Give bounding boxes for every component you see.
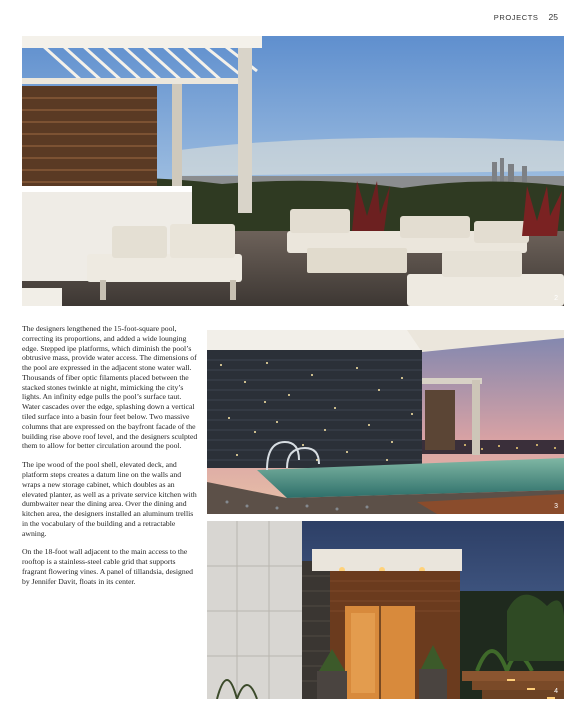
section-title: PROJECTS [493,13,539,22]
paragraph: The ipe wood of the pool shell, elevated deck, and platform steps creates a datum line on the walls and wraps a new storage cabinet, which doubles as an elevated planter, as well as a private service kitchen with dumbwaiter near the dining area. Over the dining and kitchen area, the designers installed an aluminum trellis in the vocabulary of the building and a retractable awning. [22,460,197,538]
article-body [22,324,198,596]
paragraph: On the 18-foot wall adjacent to the main access to the rooftop is a stainless-steel cable grid that supports fragrant flowering vines. A panel of tillandsia, designed by Jennifer Davit, floats in its center. [22,547,194,586]
photo-rooftop-lounge [22,36,564,306]
photo-number: 3 [554,503,558,510]
pool-wall-image [207,330,564,514]
rooftop-lounge-image [22,36,564,306]
rooftop-kitchen-image [207,521,564,699]
photo-pool-wall [207,330,564,514]
photo-rooftop-kitchen [207,521,564,699]
page-number: 25 [548,12,558,22]
page-header [494,12,558,22]
photo-number: 4 [554,688,558,695]
paragraph: The designers lengthened the 15-foot-square pool, correcting its proportions, and added a wide lounging edge. Stepped ipe platforms, which diminish the pool’s obtrusive mass, provide water access. The dimensions of the pool are expressed in the adjacent stone water wall. Thousands of fiber optic filaments placed between the stacked stones twinkle at night, mimicking the city’s lights. An infinity edge pulls the pool’s surface taut. Water cascades over the edge, splashing down a vertical tiled surface into a basin four feet below. Two massive columns that are expressed on the bayfront facade of the building rise above roof level, and the designers sculpted them to allow for better circulation around the pool. [22,324,198,451]
photo-number: 2 [554,295,558,302]
